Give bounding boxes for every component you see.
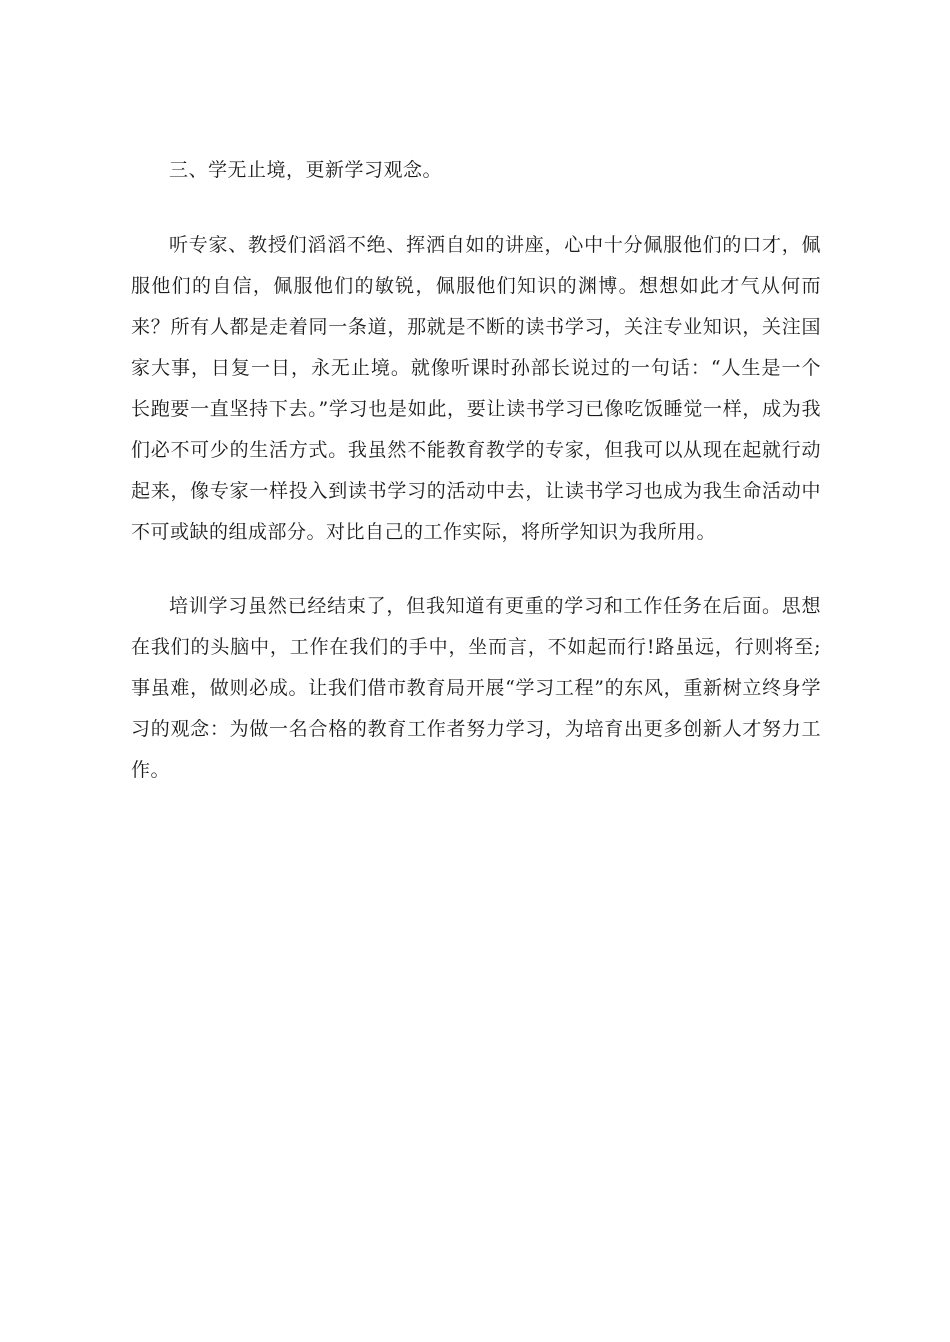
section-heading: 三、学无止境，更新学习观念。 [169, 159, 443, 181]
paragraph-learning-endless: 听专家、教授们滔滔不绝、挥洒自如的讲座，心中十分佩服他们的口才，佩服他们的自信，佩服他们的敏锐，佩服他们知识的渊博。想想如此才气从何而来？所有人都是走着同一条道，那就是不断的读书学习，关注专业知识，关注国家大事，日复一日，永无止境。就像听课时孙部长说过的一句话：“人生是一个长跑要一直坚持下去。”学习也是如此，要让读书学习已像吃饭睡觉一样，成为我们必不可少的生活方式。我虽然不能教育教学的专家，但我可以从现在起就行动起来，像专家一样投入到读书学习的活动中去，让读书学习也成为我生命活动中不可或缺的组成部分。对比自己的工作实际，将所学知识为我所用。 [131, 234, 821, 543]
paragraph-training-conclusion: 培训学习虽然已经结束了，但我知道有更重的学习和工作任务在后面。思想在我们的头脑中，工作在我们的手中，坐而言，不如起而行!路虽远，行则将至;事虽难，做则必成。让我们借市教育局开展“学习工程”的东风，重新树立终身学习的观念：为做一名合格的教育工作者努力学习，为培育出更多创新人才努力工作。 [131, 595, 821, 781]
document-body [131, 150, 821, 791]
